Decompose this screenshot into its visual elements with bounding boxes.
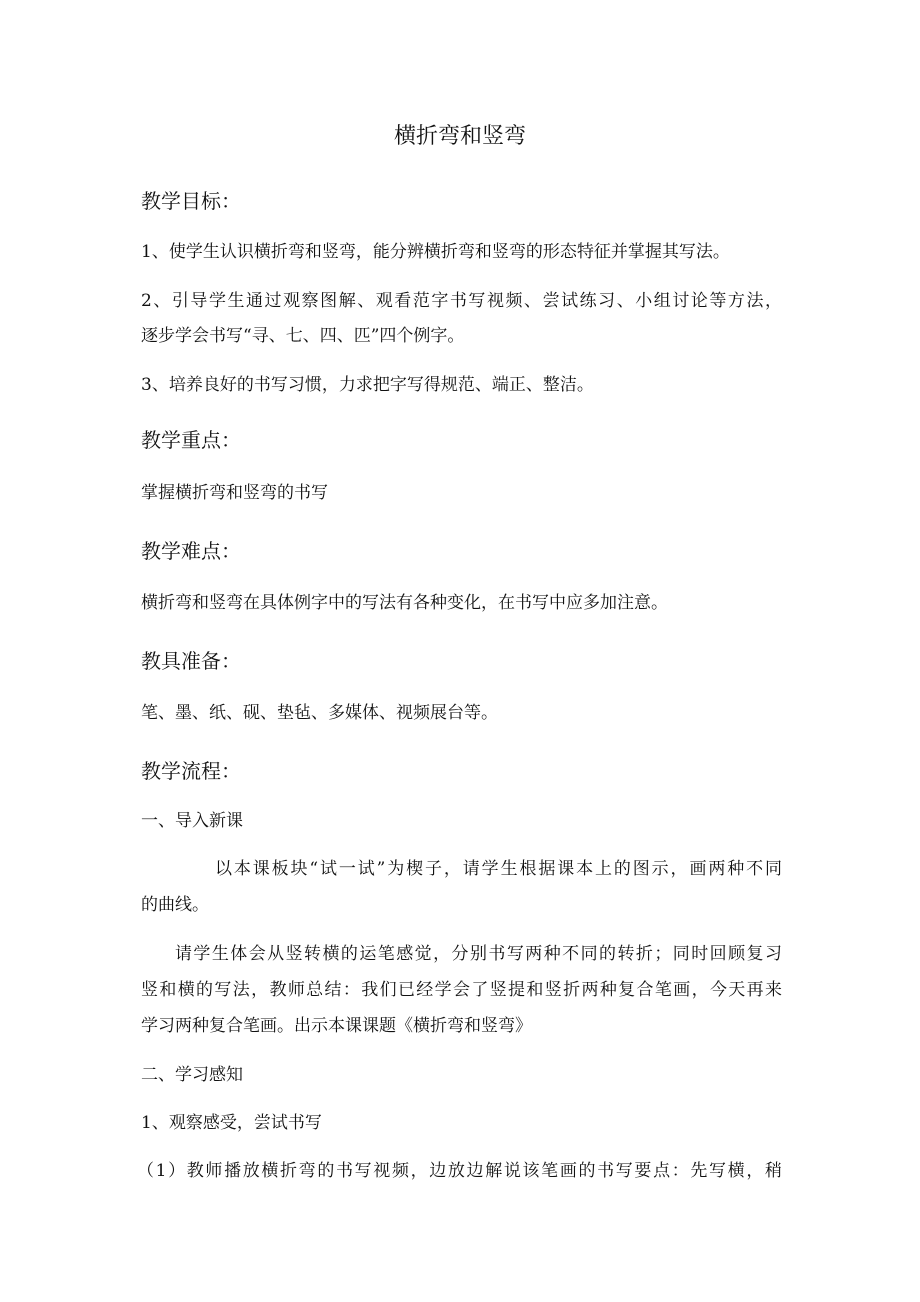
section-2-item-1-line-1: （1）教师播放横折弯的书写视频，边放边解说该笔画的书写要点：先写横，稍	[137, 1161, 782, 1181]
section-1-heading: 一、导入新课	[141, 811, 243, 831]
objective-item-1: 1、使学生认识横折弯和竖弯，能分辨横折弯和竖弯的形态特征并掌握其写法。	[141, 242, 730, 262]
key-points-heading: 教学重点：	[141, 428, 241, 452]
section-2-heading: 二、学习感知	[141, 1065, 243, 1085]
objective-item-2-line-2: 逐步学会书写“寻、七、四、匹”四个例字。	[141, 326, 465, 346]
materials-heading: 教具准备：	[141, 649, 241, 673]
document-title: 横折弯和竖弯	[393, 124, 526, 149]
section-1-para-1-line-1: 以本课板块“试一试”为楔子，请学生根据课本上的图示，画两种不同	[215, 859, 782, 879]
section-2-subheading-1: 1、观察感受，尝试书写	[141, 1113, 322, 1133]
section-1-para-2-line-1: 请学生体会从竖转横的运笔感觉，分别书写两种不同的转折；同时回顾复习	[175, 944, 782, 964]
section-1-para-2-line-2: 竖和横的写法，教师总结：我们已经学会了竖提和竖折两种复合笔画，今天再来	[141, 980, 782, 1000]
process-heading: 教学流程：	[141, 759, 241, 783]
materials-text: 笔、墨、纸、砚、垫毡、多媒体、视频展台等。	[141, 703, 498, 723]
objective-item-2-line-1: 2、引导学生通过观察图解、观看范字书写视频、尝试练习、小组讨论等方法，	[141, 291, 782, 311]
objective-item-3: 3、培养良好的书写习惯，力求把字写得规范、端正、整洁。	[141, 375, 594, 395]
objectives-heading: 教学目标：	[141, 189, 241, 213]
difficulties-text: 横折弯和竖弯在具体例字中的写法有各种变化，在书写中应多加注意。	[141, 593, 668, 613]
key-points-text: 掌握横折弯和竖弯的书写	[141, 483, 328, 503]
section-1-para-2-line-3: 学习两种复合笔画。出示本课课题《横折弯和竖弯》	[141, 1016, 532, 1036]
difficulties-heading: 教学难点：	[141, 539, 241, 563]
section-1-para-1-line-2: 的曲线。	[141, 895, 209, 915]
